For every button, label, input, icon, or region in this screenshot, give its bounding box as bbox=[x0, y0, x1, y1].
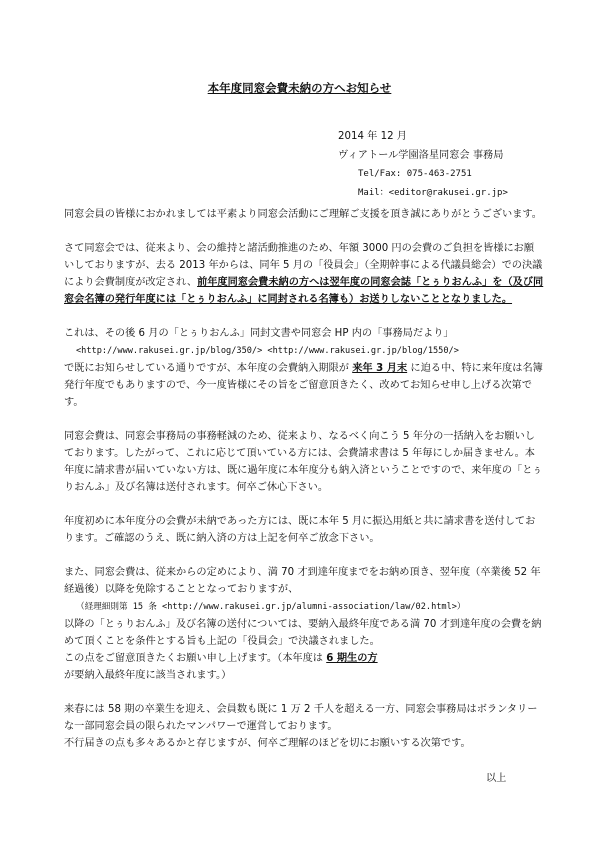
page-title: 本年度同窓会費未納の方へお知らせ bbox=[207, 81, 392, 95]
organization: ヴィアトール学園洛星同窓会 事務局 bbox=[338, 149, 504, 161]
tel-fax: Tel/Fax: 075-463-2751 bbox=[358, 169, 472, 179]
notice-text-c: に迫る中、特に来年度は名簿発行年度でもありますので、今一度皆様にその旨をご留意頂きたく、改めてお知らせ申し上げる次第です。 bbox=[64, 363, 543, 408]
exemption-text-c: この点をご留意頂きたくお願い申し上げます。（本年度は bbox=[64, 653, 323, 664]
sender-block bbox=[338, 128, 508, 202]
paragraph-greeting: 同窓会員の皆様におかれましては平素より同窓会活動にご理解ご支援を頂き誠にありがとうございます。 bbox=[64, 209, 542, 220]
exemption-text-b: 以降の「とぅりおんふ」及び名簿の送付については、要納入最終年度である満 70 才到達年度の会費を納めて頂くことを条件とする旨も上記の「役員会」で決議されました。 bbox=[64, 619, 542, 647]
paragraph-bulk-payment: 同窓会費は、同窓会事務局の事務軽減のため、従来より、なるべく向こう 5 年分の一括納入をお願いしております。したがって、これに応じて頂いている方には、会費請求書は 5 年毎にしか届きません。本年度に請求書が届いていない方は、既に過年度に本年度分も納入済ということですので、来年度の「とぅりおんふ」及び名簿は送付されます。何卒ご休心下さい。 bbox=[64, 431, 543, 493]
paragraph-policy bbox=[64, 240, 544, 308]
rules-link[interactable]: （経理細則第 15 条 <http://www.rakusei.gr.jp/alumni-association/law/02.html>） bbox=[76, 602, 466, 612]
closing-mark: 以上 bbox=[486, 773, 507, 784]
blog-links[interactable]: <http://www.rakusei.gr.jp/blog/350/> <http://www.rakusei.gr.jp/blog/1550/> bbox=[76, 346, 459, 356]
exemption-text-d: が要納入最終年度に該当されます。） bbox=[64, 670, 232, 681]
paragraph-invoice: 年度初めに本年度分の会費が未納であった方には、既に本年 5 月に振込用紙と共に請求書を送付しております。ご確認のうえ、既に納入済の方は上記を何卒ご放念下さい。 bbox=[64, 516, 536, 544]
letter-body bbox=[64, 206, 544, 769]
target-class: 6 期生の方 bbox=[326, 653, 378, 664]
date: 2014 年 12 月 bbox=[338, 131, 407, 142]
paragraph-exemption bbox=[64, 564, 544, 684]
paragraph-membership: 来春には 58 期の卒業生を迎え、会員数も既に 1 万 2 千人を超える一方、同窓会事務局はボランタリーな一部同窓会員の限られたマンパワーで運営しております。 bbox=[64, 704, 538, 732]
notice-text-b: で既にお知らせしている通りですが、本年度の会費納入期限が bbox=[64, 363, 349, 374]
paragraph-closing: 不行届きの点も多々あるかと存じますが、何卒ご理解のほどを切にお願いする次第です。 bbox=[64, 738, 471, 749]
policy-text: さて同窓会では、従来より、会の維持と諸活動推進のため、年額 3000 円の会費のご負担を皆様にお願いしておりますが、去る 2013 年からは、同年 5 月の「役員会」（全期幹事による代議員総会）での決議により会費制度が改定され、 bbox=[64, 243, 543, 288]
exemption-text-a: また、同窓会費は、従来からの定めにより、満 70 才到達年度までをお納め頂き、翌年度（卒業後 52 年経過後）以降を免除することとなっておりますが、 bbox=[64, 567, 541, 595]
deadline: 来年 3 月末 bbox=[352, 363, 408, 374]
notice-text-a: これは、その後 6 月の「とぅりおんふ」同封文書や同窓会 HP 内の「事務局だより」 bbox=[64, 328, 454, 339]
policy-emphasis: 前年度同窓会費未納の方へは翌年度の同窓会誌「とぅりおんふ」を（及び同窓会名簿の発行年度には「とぅりおんふ」に同封される名簿も）お送りしないこととなりました。 bbox=[64, 277, 544, 305]
mail: Mail：<editor@rakusei.gr.jp> bbox=[358, 187, 508, 198]
paragraph-notice bbox=[64, 325, 544, 411]
